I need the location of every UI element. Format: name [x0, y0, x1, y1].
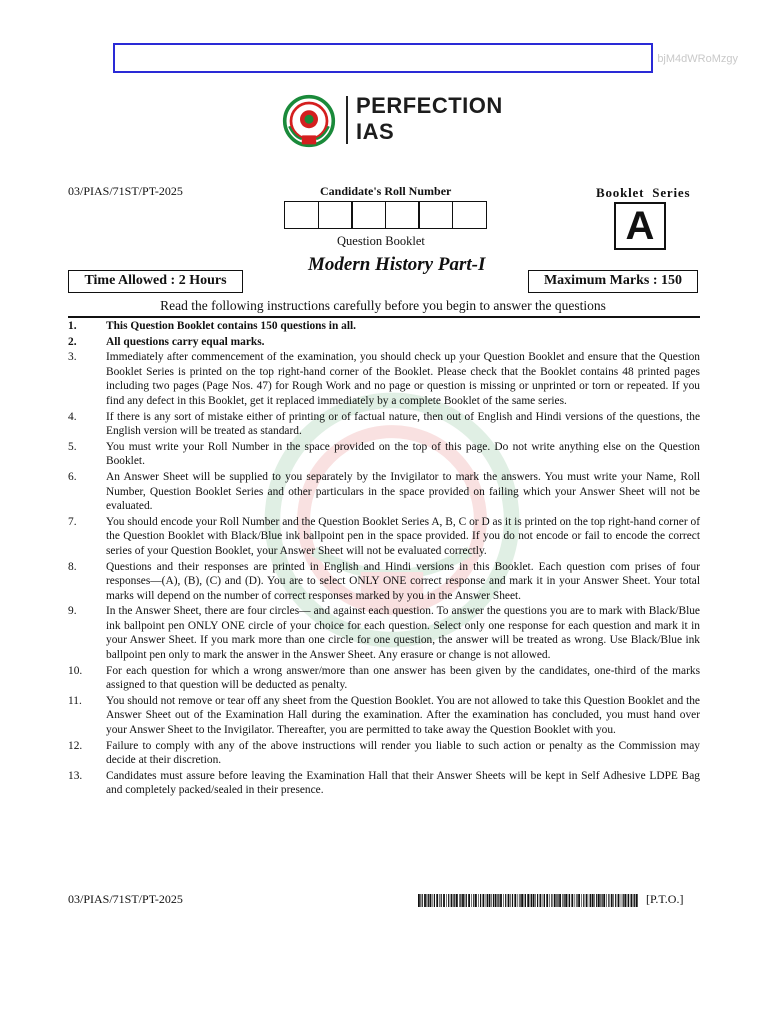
instruction-number: 7. — [68, 515, 77, 528]
barcode-bar — [583, 894, 584, 907]
barcode-bar — [453, 894, 454, 907]
roll-number-box[interactable] — [351, 201, 386, 229]
instruction-item — [68, 440, 700, 469]
barcode-bar — [500, 894, 502, 907]
barcode-bar — [615, 894, 616, 907]
barcode-bar — [489, 894, 491, 907]
barcode-bar — [568, 894, 569, 907]
barcode-bar — [608, 894, 609, 907]
barcode-bar — [510, 894, 511, 907]
barcode-bar — [505, 894, 506, 907]
instruction-number: 13. — [68, 769, 83, 782]
barcode-bar — [562, 894, 563, 907]
instruction-text: All questions carry equal marks. — [106, 335, 265, 348]
instruction-item — [68, 470, 700, 514]
barcode-bar — [428, 894, 429, 907]
paper-code-top: 03/PIAS/71ST/PT-2025 — [68, 184, 183, 198]
instruction-item — [68, 350, 700, 408]
maximum-marks: Maximum Marks : 150 — [528, 270, 698, 293]
barcode-bar — [493, 894, 494, 907]
barcode-bar — [606, 894, 607, 907]
instruction-item — [68, 739, 700, 768]
top-banner-frame — [113, 43, 653, 73]
barcode-bar — [527, 894, 529, 907]
barcode-bar — [466, 894, 467, 907]
barcode-bar — [503, 894, 504, 907]
barcode-bar — [535, 894, 536, 907]
barcode-bar — [448, 894, 449, 907]
instruction-number: 3. — [68, 351, 77, 364]
barcode-bar — [525, 894, 526, 907]
roll-number-box[interactable] — [452, 201, 487, 229]
instruction-item — [68, 664, 700, 693]
barcode-bar — [451, 894, 453, 907]
barcode-bar — [462, 894, 464, 907]
instruction-number: 9. — [68, 605, 77, 618]
instruction-text: Candidates must assure before leaving the Examination Hall that their Answer Sheets will be kept in Self Adhesive LDPE Bag and completely packed/sealed in their presence. — [106, 769, 700, 797]
instruction-number: 2. — [68, 335, 77, 348]
instruction-text: Failure to comply with any of the above instructions will render you liable to such action or penalty as the Commission may decide at their discretion. — [106, 739, 700, 767]
barcode-bar — [436, 894, 438, 907]
barcode-bar — [456, 894, 458, 907]
roll-number-box[interactable] — [385, 201, 420, 229]
barcode-bar — [478, 894, 479, 907]
barcode-bar — [483, 894, 485, 907]
barcode-bar — [546, 894, 548, 907]
barcode-bar — [439, 894, 440, 907]
instruction-text: For each question for which a wrong answer/more than one answer has been given by the candidates, one-third of the marks assigned to that question will be deducted as penalty. — [106, 664, 700, 692]
barcode-bar — [443, 894, 445, 907]
barcode-bar — [471, 894, 472, 907]
barcode-bar — [581, 894, 582, 907]
barcode-bar — [432, 894, 433, 907]
instruction-item — [68, 769, 700, 798]
barcode-bar — [486, 894, 487, 907]
barcode-bar — [543, 894, 544, 907]
barcode-bar — [598, 894, 600, 907]
watermark-code: bjM4dWRoMzgy — [657, 53, 738, 65]
booklet-series-title: Booklet Series — [596, 185, 691, 200]
instruction-item — [68, 515, 700, 559]
paper-code-bottom: 03/PIAS/71ST/PT-2025 — [68, 892, 183, 906]
barcode-bar — [554, 894, 556, 907]
barcode-bar — [514, 894, 516, 907]
instruction-item — [68, 560, 700, 604]
barcode-bar — [424, 894, 426, 907]
heading-divider — [68, 316, 700, 318]
instruction-item — [68, 410, 700, 439]
barcode-bar — [565, 894, 567, 907]
instruction-item — [68, 604, 700, 662]
barcode-bar — [420, 894, 421, 907]
barcode-bar — [518, 894, 519, 907]
barcode-bar — [624, 894, 626, 907]
barcode-bar — [519, 894, 520, 907]
barcode-bar — [592, 894, 594, 907]
instruction-text: You should encode your Roll Number and the Question Booklet Series A, B, C or D as it is printed on the top right-hand corner of the Question Booklet with Black/Blue ink ballpoint pen in the space provided. If you do not encode or fail to encode the correct series of your Question Booklet, your Answer Sheet will not be evaluated correctly. — [106, 515, 700, 557]
barcode-bar — [475, 894, 477, 907]
barcode-bar — [556, 894, 557, 907]
instruction-number: 10. — [68, 664, 83, 677]
instructions-list — [68, 319, 700, 799]
barcode-bar — [544, 894, 545, 907]
barcode-bar — [631, 894, 633, 907]
barcode-bar — [524, 894, 525, 907]
barcode-bar — [594, 894, 595, 907]
instruction-number: 1. — [68, 320, 77, 332]
booklet-series-value: A — [614, 202, 666, 250]
barcode-bar — [434, 894, 435, 907]
barcode-bar — [576, 894, 577, 907]
roll-number-title: Candidate's Roll Number — [320, 184, 452, 198]
barcode-bar — [430, 894, 432, 907]
barcode-bar — [589, 894, 590, 907]
instruction-number: 12. — [68, 739, 83, 752]
roll-number-box[interactable] — [284, 201, 319, 229]
roll-number-box[interactable] — [418, 201, 453, 229]
time-allowed: Time Allowed : 2 Hours — [68, 270, 243, 293]
perfection-ias-logo — [280, 92, 503, 150]
barcode-bar — [634, 894, 635, 907]
barcode-bar — [491, 894, 492, 907]
barcode-bar — [446, 894, 447, 907]
barcode-bar — [454, 894, 455, 907]
barcode-bar — [459, 894, 460, 907]
barcode-bar — [578, 894, 580, 907]
roll-number-box[interactable] — [318, 201, 353, 229]
seal-icon — [282, 94, 336, 148]
barcode-bar — [571, 894, 573, 907]
please-turn-over: [P.T.O.] — [646, 892, 684, 906]
barcode-bar — [533, 894, 535, 907]
barcode-bar — [575, 894, 576, 907]
barcode-bar — [621, 894, 622, 907]
instruction-number: 11. — [68, 694, 82, 707]
instruction-text: An Answer Sheet will be supplied to you separately by the Invigilator to mark the answers. You must write your Name, Roll Number, Question Booklet Series and other particulars in the space provided on failing which your Answer Sheet will not be evaluated. — [106, 470, 700, 513]
barcode-bar — [613, 894, 614, 907]
barcode-bar — [422, 894, 423, 907]
brand-name-line1: PERFECTION — [356, 93, 503, 118]
barcode-bar — [559, 894, 561, 907]
barcode-bar — [460, 894, 461, 907]
question-booklet-label: Question Booklet — [337, 234, 425, 248]
barcode-bar — [508, 894, 510, 907]
barcode-bar — [636, 894, 638, 907]
barcode-bar — [473, 894, 474, 907]
instruction-text: You must write your Roll Number in the space provided on the top of this page. Do not write anything else on the Question Booklet. — [106, 440, 700, 468]
instruction-text: You should not remove or tear off any sheet from the Question Booklet. You are not allowed to take this Question Booklet and the Answer Sheet out of the Examination Hall during the examination. After the examination has concluded, you must hand over your Answer Sheet to the Invigilator. Thereafter, you are permitted to take away the Question Booklet with you. — [106, 694, 700, 737]
instruction-number: 5. — [68, 440, 77, 453]
barcode-bar — [427, 894, 428, 907]
barcode-bar — [564, 894, 565, 907]
barcode-bar — [468, 894, 470, 907]
barcode-bar — [603, 894, 605, 907]
barcode-bar — [569, 894, 570, 907]
brand-name-line2: IAS — [356, 119, 395, 144]
barcode-bar — [586, 894, 588, 907]
barcode-bar — [618, 894, 620, 907]
read-instructions-heading: Read the following instructions carefully before you begin to answer the questions — [160, 298, 606, 313]
instruction-number: 4. — [68, 410, 77, 423]
barcode-icon — [418, 894, 638, 907]
barcode-bar — [480, 894, 481, 907]
barcode-bar — [537, 894, 538, 907]
barcode-bar — [551, 894, 552, 907]
barcode-bar — [498, 894, 499, 907]
barcode-bar — [627, 894, 628, 907]
roll-number-boxes — [284, 201, 485, 229]
instruction-text: In the Answer Sheet, there are four circles— and against each question. To answer the questions you are to mark with Black/Blue ink ballpoint pen ONLY ONE circle of your choice for each question. Select only one response for each question and mark it in your Answer Sheet. If you mark more than one circle for one question, the answer will be treated as wrong. Use Black/Blue ink ballpoint pen only to mark the answer in the Answer Sheet. Any erasure or change is not allowed. — [106, 605, 700, 662]
barcode-bar — [600, 894, 601, 907]
instruction-item — [68, 319, 700, 334]
barcode-bar — [633, 894, 634, 907]
barcode-bar — [602, 894, 603, 907]
barcode-bar — [540, 894, 542, 907]
instruction-text: If there is any sort of mistake either of printing or of factual nature, then out of English and Hindi versions of the questions, the English version will be treated as standard. — [106, 410, 700, 438]
instruction-item — [68, 694, 700, 738]
barcode-bar — [465, 894, 466, 907]
barcode-bar — [441, 894, 442, 907]
logo-divider — [346, 96, 348, 144]
barcode-bar — [487, 894, 488, 907]
instruction-text: Immediately after commencement of the examination, you should check up your Question Booklet and ensure that the Question Booklet Series is printed on the top right-hand corner of the Booklet. Please check that the Booklet contains 48 printed pages including two pages (Page Nos. 47) for Rough Work and no page or question is missing or unprinted or torn or repeated. If you find any defect in this Booklet, get it replaced immediately by a complete Booklet of the same series. — [106, 351, 700, 407]
subject-title: Modern History Part-I — [308, 254, 486, 275]
barcode-bar — [596, 894, 597, 907]
instruction-text: This Question Booklet contains 150 questions in all. — [106, 320, 357, 332]
instruction-number: 6. — [68, 470, 77, 483]
instruction-text: Questions and their responses are printed in English and Hindi versions in this Booklet. Each question com prises of four responses—(A), (B), (C) and (D). You are to select ONLY ONE correct response and mark it in your Answer Sheet. Your total marks will depend on the number of correct responses marked by you in the Answer Sheet. — [106, 560, 700, 602]
barcode-bar — [521, 894, 523, 907]
barcode-bar — [531, 894, 532, 907]
barcode-bar — [590, 894, 591, 907]
barcode-bar — [623, 894, 624, 907]
barcode-bar — [418, 894, 420, 907]
barcode-bar — [497, 894, 498, 907]
barcode-bar — [512, 894, 513, 907]
barcode-bar — [495, 894, 497, 907]
instruction-number: 8. — [68, 560, 77, 573]
barcode-bar — [530, 894, 531, 907]
instruction-item — [68, 335, 700, 350]
barcode-bar — [611, 894, 613, 907]
barcode-bar — [628, 894, 629, 907]
barcode-bar — [549, 894, 550, 907]
barcode-bar — [557, 894, 558, 907]
